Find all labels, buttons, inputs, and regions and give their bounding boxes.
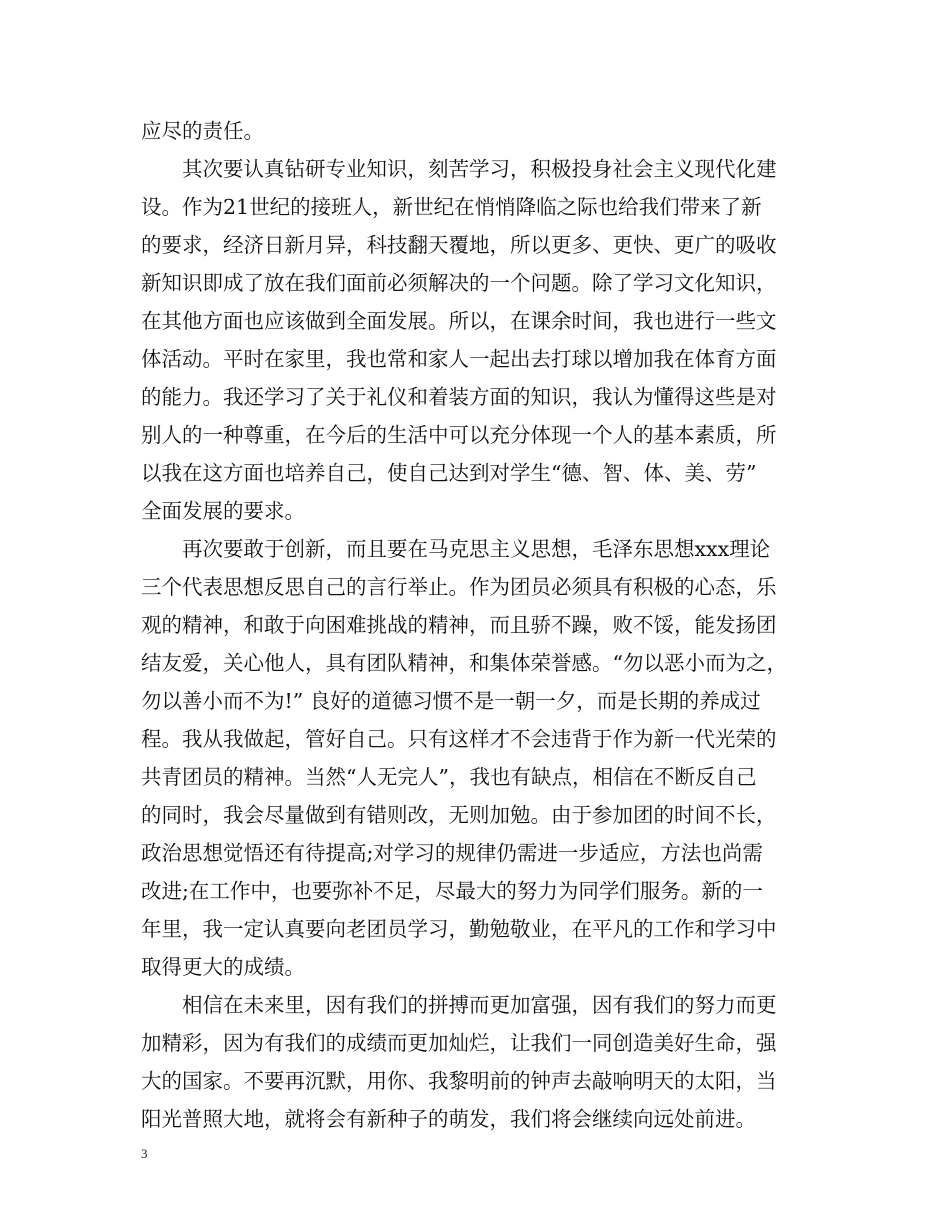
- text-line: 阳光普照大地，就将会有新种子的萌发，我们将会继续向远处前进。: [141, 1107, 756, 1131]
- text-line: 观的精神，和敢于向困难挑战的精神，而且骄不躁，败不馁，能发扬团: [141, 613, 777, 637]
- text-line: 共青团员的精神。当然“人无完人”，我也有缺点，相信在不断反自己: [141, 765, 757, 789]
- text-line: 以我在这方面也培养自己，使自己达到对学生“德、智、体、美、劳”: [141, 461, 757, 485]
- text-line: 的同时，我会尽量做到有错则改，无则加勉。由于参加团的时间不长，: [141, 803, 777, 827]
- paragraph-first-line: 再次要敢于创新，而且要在马克思主义思想，毛泽东思想xxx理论: [182, 537, 771, 561]
- text-line: 年里，我一定认真要向老团员学习，勤勉敬业，在平凡的工作和学习中: [141, 917, 777, 941]
- text-line: 三个代表思想反思自己的言行举止。作为团员必须具有积极的心态，乐: [141, 575, 777, 599]
- text-line: 改进;在工作中，也要弥补不足，尽最大的努力为同学们服务。新的一: [141, 879, 763, 903]
- text-line: 政治思想觉悟还有待提高;对学习的规律仍需进一步适应，方法也尚需: [141, 841, 763, 865]
- text-line: 在其他方面也应该做到全面发展。所以，在课余时间，我也进行一些文: [141, 309, 777, 333]
- paragraph-first-line: 相信在未来里，因有我们的拼搏而更加富强，因有我们的努力而更: [182, 993, 777, 1017]
- text-line: 加精彩，因为有我们的成绩而更加灿烂，让我们一同创造美好生命，强: [141, 1031, 777, 1055]
- text-line: 别人的一种尊重，在今后的生活中可以充分体现一个人的基本素质，所: [141, 423, 777, 447]
- text-line: 的能力。我还学习了关于礼仪和着装方面的知识，我认为懂得这些是对: [141, 385, 777, 409]
- text-line: 新知识即成了放在我们面前必须解决的一个问题。除了学习文化知识，: [141, 271, 777, 295]
- text-line: 体活动。平时在家里，我也常和家人一起出去打球以增加我在体育方面: [141, 347, 777, 371]
- paragraph-first-line: 其次要认真钻研专业知识，刻苦学习，积极投身社会主义现代化建: [182, 157, 777, 181]
- document-body: [141, 112, 823, 1138]
- page-number: 3: [141, 1146, 148, 1161]
- text-line: 大的国家。不要再沉默，用你、我黎明前的钟声去敲响明天的太阳，当: [141, 1069, 777, 1093]
- text-line: 程。我从我做起，管好自己。只有这样才不会违背于作为新一代光荣的: [141, 727, 777, 751]
- text-line: 的要求，经济日新月异，科技翻天覆地，所以更多、更快、更广的吸收: [141, 233, 777, 257]
- text-line: 勿以善小而不为!” 良好的道德习惯不是一朝一夕，而是长期的养成过: [141, 689, 761, 713]
- text-line: 应尽的责任。: [141, 119, 264, 143]
- text-line: 全面发展的要求。: [141, 499, 305, 523]
- text-line: 结友爱，关心他人，具有团队精神，和集体荣誉感。“勿以恶小而为之，: [141, 651, 787, 675]
- text-line: 取得更大的成绩。: [141, 955, 305, 979]
- text-line: 设。作为21世纪的接班人，新世纪在悄悄降临之际也给我们带来了新: [141, 195, 762, 219]
